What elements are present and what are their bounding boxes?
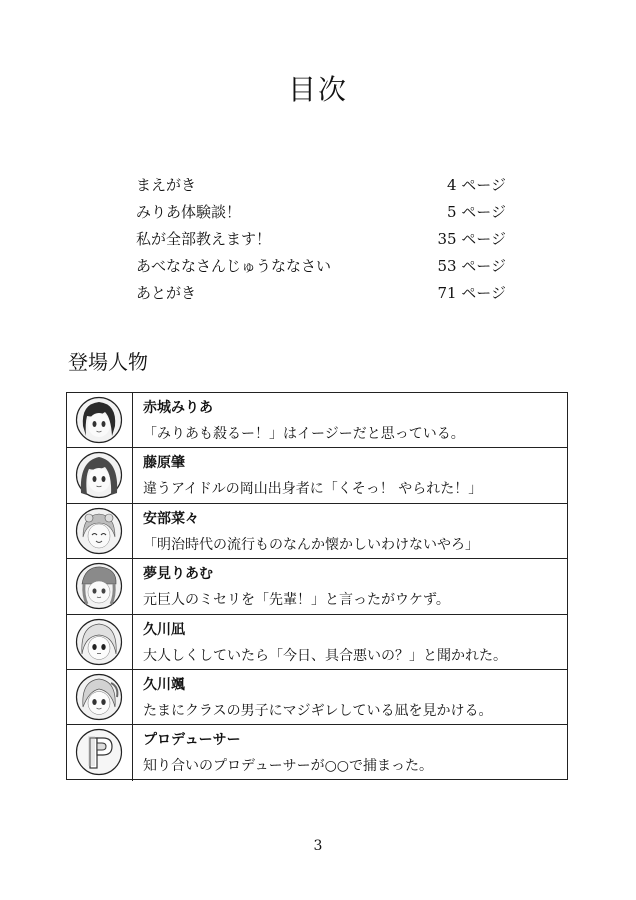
avatar-cell xyxy=(67,448,133,502)
character-name: 久川颯 xyxy=(143,677,185,693)
character-portrait-icon xyxy=(75,451,123,499)
character-row xyxy=(67,504,567,559)
toc-entry-label: あべななさんじゅうななさい xyxy=(136,257,332,275)
character-portrait-icon xyxy=(75,396,123,444)
character-quote: 違うアイドルの岡山出身者に「くそっ！ やられた！」 xyxy=(143,481,483,498)
character-name: 藤原肇 xyxy=(143,455,185,472)
avatar-cell xyxy=(67,504,133,558)
character-row xyxy=(67,670,567,725)
character-row xyxy=(67,725,567,780)
character-portrait-icon xyxy=(75,618,123,666)
toc-entry-page: 4 ページ xyxy=(446,176,506,194)
character-row xyxy=(67,615,567,670)
character-row xyxy=(67,559,567,614)
character-quote: たまにクラスの男子にマジギレしている凪を見かける。 xyxy=(143,703,493,719)
characters-heading: 登場人物 xyxy=(68,350,148,374)
character-row xyxy=(67,448,567,503)
toc-entry-label: みりあ体験談！ xyxy=(136,203,242,221)
toc-entry-page: 5 ページ xyxy=(446,203,506,221)
character-portrait-icon xyxy=(75,507,123,555)
toc-entry[interactable] xyxy=(136,172,506,199)
character-name: 夢見りあむ xyxy=(143,566,213,583)
toc-entry[interactable] xyxy=(136,226,506,253)
toc-entry-page: 53 ページ xyxy=(437,257,506,275)
character-name: 安部菜々 xyxy=(143,510,199,527)
avatar-cell xyxy=(67,670,133,724)
character-quote: 知り合いのプロデューサーが○○で捕まった。 xyxy=(143,758,434,775)
page-number: 3 xyxy=(313,838,323,854)
avatar-cell xyxy=(67,725,133,780)
character-quote: 「みりあも殺るー！」はイージーだと思っている。 xyxy=(143,426,465,442)
character-quote: 大人しくしていたら「今日、具合悪いの？」と聞かれた。 xyxy=(143,647,507,664)
page-title: 目次 xyxy=(287,73,348,106)
avatar-cell xyxy=(67,615,133,669)
toc-entry-label: まえがき xyxy=(136,176,197,194)
character-row xyxy=(67,393,567,448)
toc-entry-page: 71 ページ xyxy=(437,284,506,302)
toc-entry[interactable] xyxy=(136,253,506,280)
toc-entry[interactable] xyxy=(136,280,506,307)
character-name: プロデューサー xyxy=(143,732,241,749)
toc-entry[interactable] xyxy=(136,199,506,226)
toc-entry-label: あとがき xyxy=(136,284,197,302)
avatar-cell xyxy=(67,559,133,613)
character-name: 久川凪 xyxy=(143,621,185,638)
table-of-contents xyxy=(136,172,506,307)
character-quote: 「明治時代の流行ものなんか懐かしいわけないやろ」 xyxy=(143,536,479,553)
avatar-cell xyxy=(67,393,133,447)
character-portrait-icon xyxy=(75,673,123,721)
toc-entry-label: 私が全部教えます！ xyxy=(136,230,272,248)
characters-table xyxy=(66,392,568,780)
producer-p-icon xyxy=(75,728,123,776)
toc-entry-page: 35 ページ xyxy=(437,230,506,248)
character-portrait-icon xyxy=(75,562,123,610)
character-quote: 元巨人のミセリを「先輩！」と言ったがウケず。 xyxy=(143,592,450,609)
character-name: 赤城みりあ xyxy=(143,400,213,416)
